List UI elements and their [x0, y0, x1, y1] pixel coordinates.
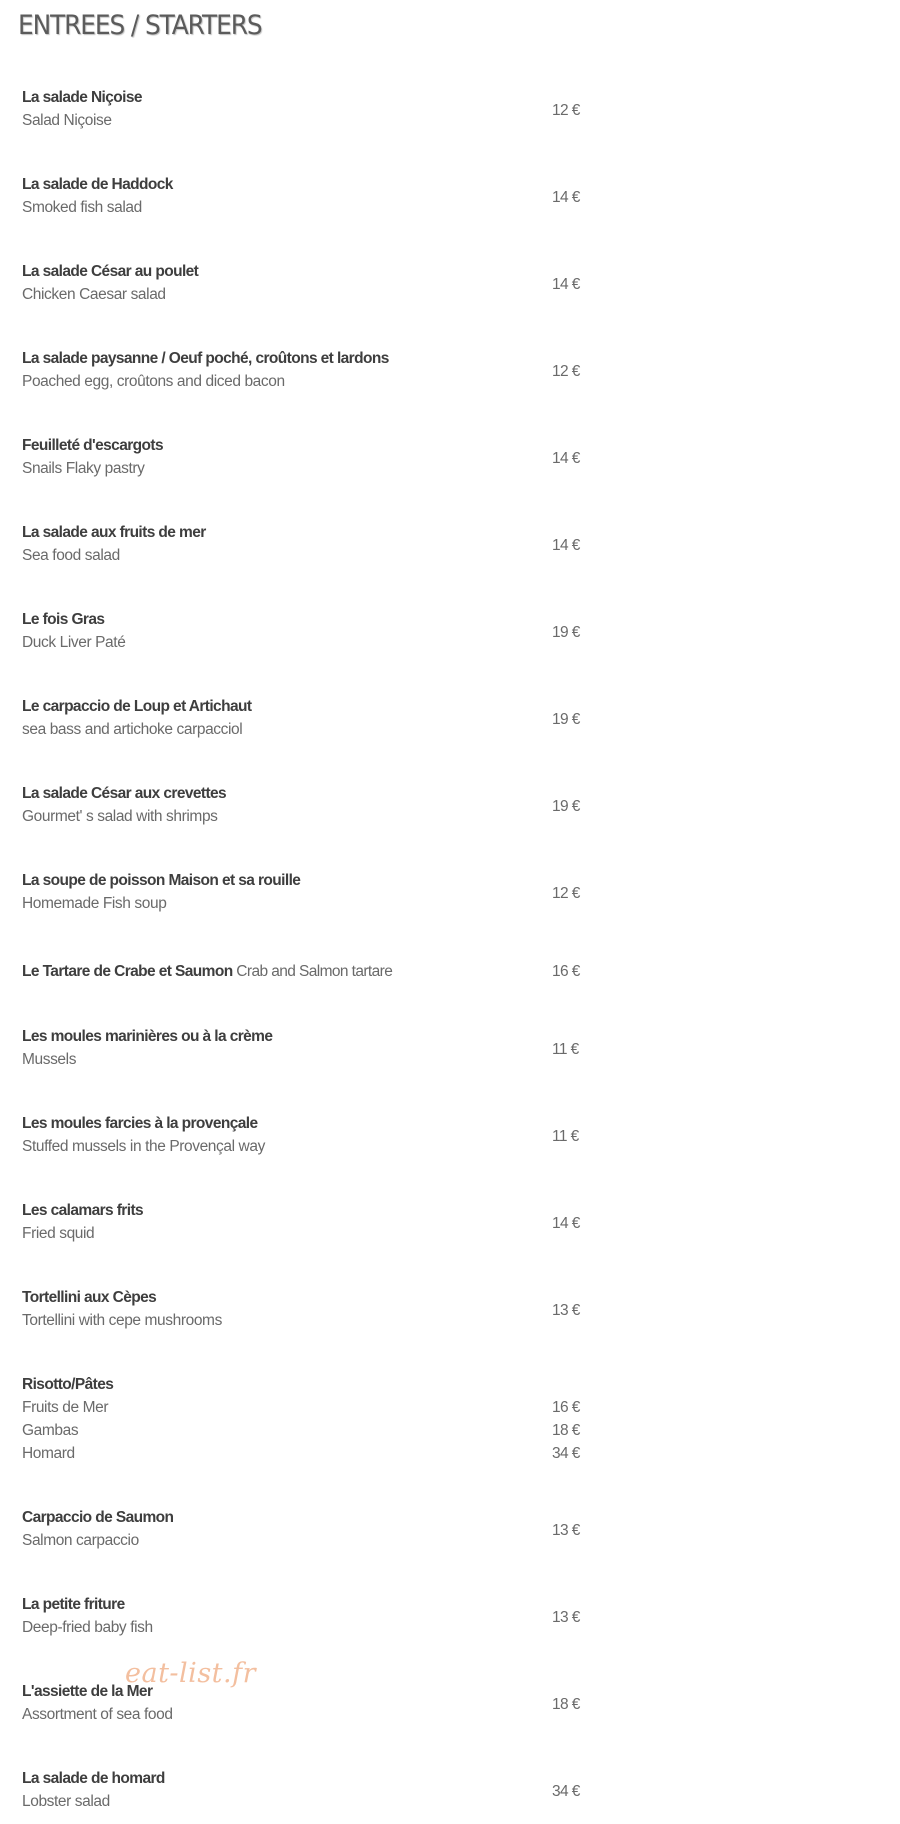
menu-item: [22, 1199, 592, 1245]
dish-option: [22, 1419, 592, 1442]
menu-item: [22, 608, 592, 654]
dish-name: Feuilleté d'escargots: [22, 437, 163, 454]
dish-translation: Tortellini with cepe mushrooms: [22, 1312, 222, 1329]
menu-item: [22, 347, 592, 393]
dish-option: [22, 1396, 592, 1419]
menu-item: [22, 1680, 592, 1726]
dish-option-price: 18 €: [552, 1422, 580, 1439]
dish-price: 11 €: [552, 1041, 579, 1058]
dish-price: 34 €: [552, 1783, 580, 1800]
menu-item: [22, 782, 592, 828]
dish-price: 12 €: [552, 885, 580, 902]
dish-translation: Poached egg, croûtons and diced bacon: [22, 373, 285, 390]
menu-item: [22, 1286, 592, 1332]
menu-item: [22, 1025, 592, 1071]
dish-price: 19 €: [552, 798, 580, 815]
menu-item: [22, 869, 592, 915]
dish-name: La salade aux fruits de mer: [22, 524, 206, 541]
dish-translation: Gourmet' s salad with shrimps: [22, 808, 218, 825]
dish-name: La salade paysanne / Oeuf poché, croûtons et lardons: [22, 350, 389, 367]
dish-name: Carpaccio de Saumon: [22, 1509, 174, 1526]
dish-name: La salade Niçoise: [22, 89, 142, 106]
dish-price: 13 €: [552, 1609, 580, 1626]
dish-price: 11 €: [552, 1128, 579, 1145]
dish-translation: Homemade Fish soup: [22, 895, 167, 912]
menu-item: [22, 695, 592, 741]
dish-option: [22, 1442, 592, 1465]
dish-translation: Fried squid: [22, 1225, 95, 1242]
dish-option-label: Fruits de Mer: [22, 1399, 109, 1416]
dish-translation: Duck Liver Paté: [22, 634, 126, 651]
dish-price: 14 €: [552, 450, 580, 467]
dish-translation: Stuffed mussels in the Provençal way: [22, 1138, 265, 1155]
dish-option-label: Homard: [22, 1445, 75, 1462]
dish-price: 12 €: [552, 363, 580, 380]
menu-item: [22, 1593, 592, 1639]
dish-translation: Sea food salad: [22, 547, 120, 564]
menu-item: [22, 1767, 592, 1813]
menu-item: [22, 86, 592, 132]
dish-translation: Assortment of sea food: [22, 1706, 173, 1723]
dish-price: 19 €: [552, 711, 580, 728]
dish-name: La salade César au poulet: [22, 263, 199, 280]
dish-option-price: 34 €: [552, 1445, 580, 1462]
dish-name: Les calamars frits: [22, 1202, 144, 1219]
dish-option-price: 16 €: [552, 1399, 580, 1416]
dish-name: Les moules farcies à la provençale: [22, 1115, 258, 1132]
dish-name: L'assiette de la Mer: [22, 1683, 153, 1700]
dish-translation: Salmon carpaccio: [22, 1532, 139, 1549]
dish-translation: Mussels: [22, 1051, 77, 1068]
dish-name: La soupe de poisson Maison et sa rouille: [22, 872, 301, 889]
dish-price: 14 €: [552, 1215, 580, 1232]
dish-translation: Snails Flaky pastry: [22, 460, 145, 477]
dish-name: La salade César aux crevettes: [22, 785, 227, 802]
dish-price: 16 €: [552, 963, 580, 980]
dish-name: La salade de homard: [22, 1770, 165, 1787]
menu-item: [22, 434, 592, 480]
watermark-logo: eat-list.fr: [125, 1658, 257, 1689]
dish-translation: Lobster salad: [22, 1793, 110, 1810]
dish-name: Tortellini aux Cèpes: [22, 1289, 157, 1306]
dish-name: La salade de Haddock: [22, 176, 173, 193]
menu-item-with-options: [22, 1373, 592, 1465]
dish-translation: Salad Niçoise: [22, 112, 112, 129]
menu-item: [22, 260, 592, 306]
menu-item: [22, 1506, 592, 1552]
dish-translation: Deep-fried baby fish: [22, 1619, 153, 1636]
dish-translation: Chicken Caesar salad: [22, 286, 166, 303]
dish-price: 19 €: [552, 624, 580, 641]
dish-name: La petite friture: [22, 1596, 125, 1613]
dish-price: 13 €: [552, 1302, 580, 1319]
dish-option-label: Gambas: [22, 1422, 79, 1439]
dish-name: Le fois Gras: [22, 611, 105, 628]
dish-price: 14 €: [552, 537, 580, 554]
dish-name-line: [22, 960, 592, 983]
dish-name: Les moules marinières ou à la crème: [22, 1028, 273, 1045]
menu-item: [22, 173, 592, 219]
dish-price: 12 €: [552, 102, 580, 119]
dish-price: 13 €: [552, 1522, 580, 1539]
dish-name: Risotto/Pâtes: [22, 1376, 114, 1393]
page-title: ENTREES / STARTERS: [18, 10, 262, 41]
dish-translation: Smoked fish salad: [22, 199, 142, 216]
menu-item: [22, 521, 592, 567]
menu-item: [22, 960, 592, 983]
dish-price: 14 €: [552, 276, 580, 293]
dish-price: 18 €: [552, 1696, 580, 1713]
menu-item: [22, 1112, 592, 1158]
dish-translation: Crab and Salmon tartare: [236, 963, 393, 980]
dish-name: Le Tartare de Crabe et Saumon: [22, 963, 233, 980]
dish-price: 14 €: [552, 189, 580, 206]
dish-translation: sea bass and artichoke carpacciol: [22, 721, 243, 738]
dish-name: Le carpaccio de Loup et Artichaut: [22, 698, 252, 715]
